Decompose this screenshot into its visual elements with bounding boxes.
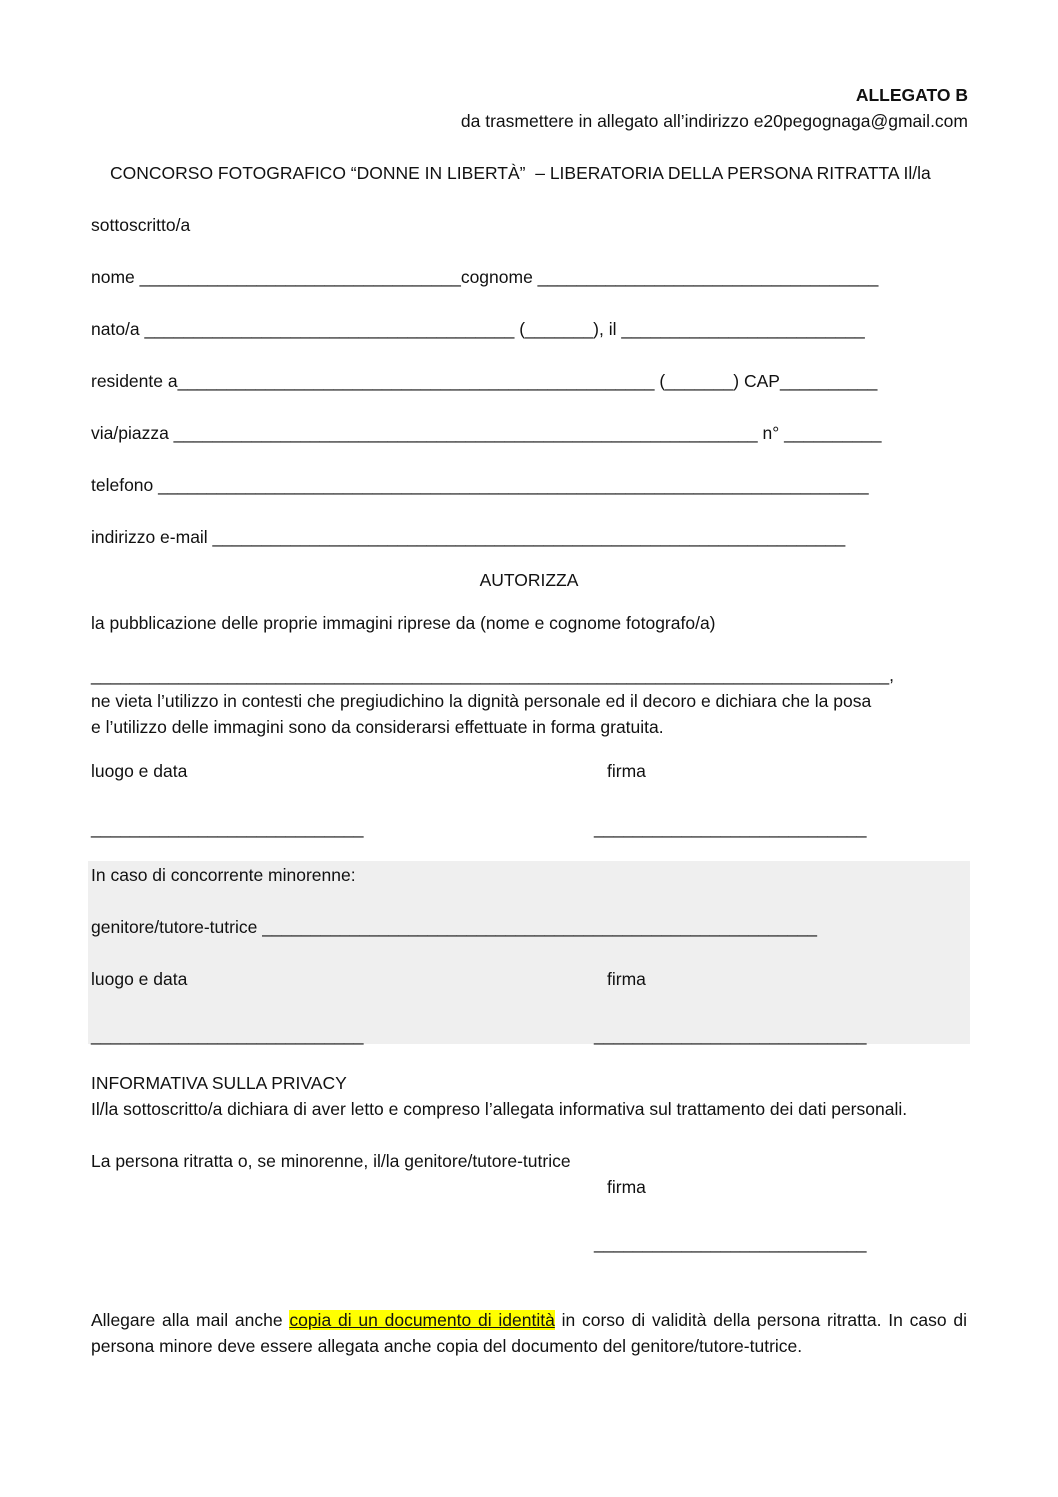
- send-note: da trasmettere in allegato all’indirizzo e20pegognaga@gmail.com: [460, 111, 968, 131]
- minor-place-date-line: ____________________________: [91, 1025, 364, 1045]
- birth-field: nato/a ______________________________________ (_______), il _________________________: [91, 319, 865, 339]
- signature-label: firma: [607, 761, 646, 781]
- guardian-field: genitore/tutore-tutrice _________________________________________________________: [91, 917, 817, 937]
- privacy-text: Il/la sottoscritto/a dichiara di aver letto e compreso l’allegata informativa sul trattamento dei dati personali.: [91, 1099, 908, 1119]
- privacy-signature-line: ____________________________: [594, 1233, 867, 1253]
- undersigned-label: sottoscritto/a: [91, 215, 191, 235]
- minor-signature-label: firma: [607, 969, 646, 989]
- place-date-line: ____________________________: [91, 818, 364, 838]
- street-field: via/piazza ____________________________________________________________ n° __________: [91, 423, 882, 443]
- name-surname-field: nome _________________________________cognome ___________________________________: [91, 267, 879, 287]
- document-title: CONCORSO FOTOGRAFICO “DONNE IN LIBERTÀ” – LIBERATORIA DELLA PERSONA RITRATTA Il/la: [110, 163, 931, 183]
- privacy-heading: INFORMATIVA SULLA PRIVACY: [91, 1073, 347, 1093]
- instructions-before: Allegare alla mail anche: [91, 1310, 290, 1330]
- identity-document-highlight: copia di un documento di identità: [289, 1310, 555, 1330]
- authorize-text: la pubblicazione delle proprie immagini riprese da (nome e cognome fotografo/a): [91, 613, 716, 633]
- photographer-field: __________________________________________________________________________________,: [91, 665, 894, 685]
- privacy-subject: La persona ritratta o, se minorenne, il/la genitore/tutore-tutrice: [91, 1151, 571, 1171]
- minor-signature-line: ____________________________: [594, 1025, 867, 1045]
- residence-field: residente a_________________________________________________ (_______) CAP__________: [91, 371, 878, 391]
- minor-place-date-label: luogo e data: [91, 969, 188, 989]
- authorize-body-2: e l’utilizzo delle immagini sono da considerarsi effettuate in forma gratuita.: [91, 717, 664, 737]
- attachment-instructions: [91, 1307, 967, 1359]
- minor-intro: In caso di concorrente minorenne:: [91, 865, 356, 885]
- authorize-heading: AUTORIZZA: [479, 570, 579, 590]
- phone-field: telefono _________________________________________________________________________: [91, 475, 869, 495]
- instructions-after: in corso di validità della persona ritratta. In caso di persona minore deve essere allegata anche copia del documento del genitore/tutore-tutrice.: [91, 1310, 967, 1356]
- minor-section: [88, 861, 970, 1044]
- place-date-label: luogo e data: [91, 761, 188, 781]
- signature-line: ____________________________: [594, 818, 867, 838]
- email-field: indirizzo e-mail _________________________________________________________________: [91, 527, 846, 547]
- authorize-body-1: ne vieta l’utilizzo in contesti che pregiudichino la dignità personale ed il decoro e dichiara che la posa: [91, 691, 872, 711]
- privacy-signature-label: firma: [607, 1177, 646, 1197]
- attachment-label: ALLEGATO B: [855, 85, 968, 105]
